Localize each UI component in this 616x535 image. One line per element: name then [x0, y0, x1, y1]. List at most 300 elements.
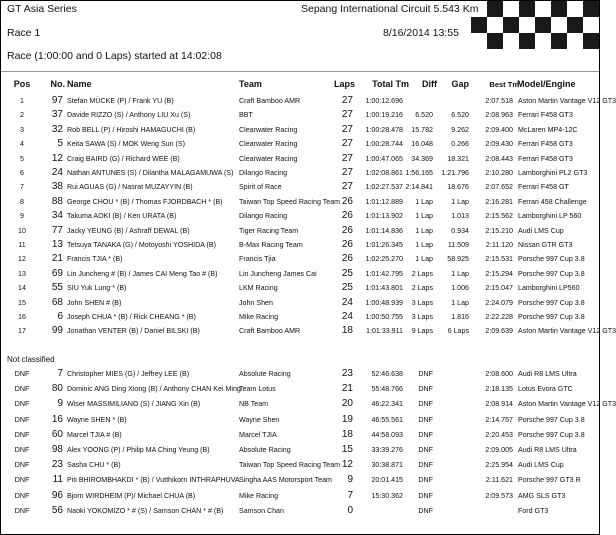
team-name-cell: BBT	[239, 111, 253, 120]
laps-cell: 26	[341, 210, 353, 222]
team-name-cell: Mike Racing	[239, 491, 279, 500]
pos-cell: 6	[20, 169, 24, 177]
best-time-cell: 2:11.120	[485, 241, 513, 249]
checkered-flag-graphic	[471, 1, 599, 49]
pos-cell: 4	[20, 140, 24, 149]
car-number-cell: 24	[51, 167, 63, 178]
model-engine-cell: Aston Martin Vantage V12 GT3	[518, 327, 616, 336]
gap-cell: 1.816	[451, 313, 469, 321]
car-number-cell: 32	[51, 123, 63, 135]
laps-cell: 26	[341, 253, 353, 265]
model-engine-cell: Aston Martin Vantage V12 GT3	[518, 97, 616, 105]
team-name-cell: Mike Racing	[239, 313, 279, 321]
best-time-cell: 2:15.562	[485, 212, 513, 221]
pos-cell: 17	[18, 327, 26, 336]
car-number-cell: 68	[51, 296, 63, 308]
driver-names-cell: Jonathan VENTER (B) / Daniel BILSKI (B)	[67, 327, 200, 336]
not-classified-row	[1, 474, 599, 487]
laps-cell: 27	[341, 152, 353, 164]
car-number-cell: 21	[51, 253, 63, 265]
driver-names-cell: George CHOU * (B) / Thomas FJORDBACH * (B)	[67, 197, 223, 206]
diff-cell: DNF	[418, 461, 433, 470]
gap-cell: 6 Laps	[447, 327, 469, 336]
team-name-cell: Samson Chan	[239, 506, 284, 515]
driver-names-cell: Davide RIZZO (S) / Anthony LIU Xu (S)	[67, 111, 191, 120]
total-time-cell: 15:30.362	[371, 491, 403, 500]
laps-cell: 24	[341, 296, 353, 308]
series-title: GT Asia Series	[7, 3, 77, 15]
total-time-cell: 1:01:12.889	[365, 197, 403, 206]
model-engine-cell: McLaren MP4-12C	[518, 125, 578, 134]
team-name-cell: Clearwater Racing	[239, 125, 298, 134]
pos-cell: DNF	[14, 506, 30, 515]
gap-cell: 1:21.796	[441, 169, 469, 177]
total-time-cell: 1:01:14.836	[365, 226, 403, 235]
team-name-cell: Singha AAS Motorsport Team	[239, 476, 332, 485]
circuit-name: Sepang International Circuit 5.543 Km	[301, 3, 479, 15]
model-engine-cell: Porsche 997 Cup 3.8	[518, 430, 585, 439]
classified-row	[1, 325, 616, 338]
car-number-cell: 23	[51, 459, 63, 471]
model-engine-cell: Porsche 997 Cup 3.8	[518, 298, 585, 307]
best-time-cell: 2:25.954	[485, 461, 513, 470]
pos-cell: DNF	[14, 385, 30, 394]
team-name-cell: Lin Juncheng James Cai	[239, 269, 317, 278]
car-number-cell: 7	[57, 368, 63, 379]
pos-cell: 10	[18, 226, 26, 235]
laps-cell: 0	[347, 504, 353, 516]
classified-row	[1, 167, 599, 180]
model-engine-cell: Porsche 997 Cup 3.8	[518, 415, 585, 424]
model-engine-cell: Lamborghini PL2 GT3	[518, 169, 588, 177]
best-time-cell: 2:09.639	[485, 327, 513, 336]
driver-names-cell: Rob BELL (P) / Hiroshi HAMAGUCHI (B)	[67, 125, 196, 134]
classified-row	[1, 181, 599, 194]
diff-cell: 1 Lap	[415, 197, 433, 206]
diff-cell: 2:14.841	[405, 183, 433, 192]
best-time-cell: 2:07.518	[485, 97, 513, 105]
gap-cell: 1.013	[451, 212, 469, 221]
pos-cell: 14	[18, 284, 26, 293]
not-classified-label: Not classified	[7, 355, 55, 364]
best-time-cell: 2:15.047	[485, 284, 513, 293]
best-time-cell: 2:09.005	[485, 446, 513, 454]
gap-cell: 18.676	[447, 183, 469, 192]
pos-cell: 1	[20, 97, 24, 105]
diff-cell: 16.048	[411, 140, 433, 149]
header-divider	[1, 71, 599, 72]
diff-cell: DNF	[418, 385, 433, 394]
car-number-cell: 38	[51, 181, 63, 193]
pos-cell: 3	[20, 125, 24, 134]
diff-cell: 3 Laps	[411, 298, 433, 307]
car-number-cell: 34	[51, 210, 63, 222]
driver-names-cell: Lin Juncheng # (B) / James CAI Meng Tao # (B)	[67, 269, 218, 278]
car-number-cell: 16	[51, 413, 63, 425]
best-time-cell: 2:15.294	[485, 269, 513, 278]
driver-names-cell: Sasha CHU * (B)	[67, 461, 121, 470]
car-number-cell: 60	[51, 428, 63, 440]
laps-cell: 25	[341, 282, 353, 294]
team-name-cell: B-Max Racing Team	[239, 241, 303, 249]
laps-cell: 12	[341, 459, 353, 471]
model-engine-cell: AMG SLS GT3	[518, 491, 566, 500]
team-name-cell: Francis Tjia	[239, 255, 276, 264]
total-time-cell: 52:46.638	[371, 370, 403, 378]
best-time-cell: 2:09.430	[485, 140, 513, 149]
best-time-cell: 2:09.573	[485, 491, 513, 500]
total-time-cell: 1:00:50.755	[365, 313, 403, 321]
model-engine-cell: Lamborghini LP560	[518, 284, 580, 293]
col-no: No.	[50, 79, 65, 89]
best-time-cell: 2:15.210	[485, 226, 513, 235]
laps-cell: 25	[341, 267, 353, 279]
model-engine-cell: Porsche 997 GT3 R	[518, 476, 581, 485]
model-engine-cell: Ferrari F458 GT3	[518, 111, 573, 120]
diff-cell: 3 Laps	[411, 313, 433, 321]
total-time-cell: 46:55.561	[371, 415, 403, 424]
car-number-cell: 55	[51, 282, 63, 294]
total-time-cell: 1:00:28.478	[365, 125, 403, 134]
laps-cell: 27	[341, 123, 353, 135]
model-engine-cell: Ford GT3	[518, 506, 549, 515]
team-name-cell: Craft Bamboo AMR	[239, 97, 301, 105]
classified-row	[1, 153, 599, 166]
race-status: Race (1:00:00 and 0 Laps) started at 14:02:08	[7, 50, 222, 62]
driver-names-cell: Jacky YEUNG (B) / Ashraff DEWAL (B)	[67, 226, 190, 235]
diff-cell: 15.782	[411, 125, 433, 134]
team-name-cell: LKM Racing	[239, 284, 278, 293]
car-number-cell: 9	[57, 398, 63, 410]
pos-cell: DNF	[14, 400, 30, 409]
car-number-cell: 6	[57, 311, 63, 322]
col-laps: Laps	[333, 79, 355, 89]
gap-cell: 0.266	[451, 140, 469, 149]
model-engine-cell: Audi R8 LMS Ultra	[518, 370, 577, 378]
laps-cell: 26	[341, 239, 353, 250]
car-number-cell: 77	[51, 224, 63, 236]
driver-names-cell: Tetsuya TANAKA (G) / Motoyoshi YOSHIDA (B)	[67, 241, 217, 249]
race-datetime: 8/16/2014 13:55	[383, 27, 459, 39]
laps-cell: 26	[341, 224, 353, 236]
total-time-cell: 1:00:19.216	[365, 111, 403, 120]
best-time-cell: 2:08.914	[485, 400, 513, 409]
pos-cell: DNF	[14, 491, 30, 500]
best-time-cell: 2:10.280	[485, 169, 513, 177]
total-time-cell: 1:01:42.795	[365, 269, 403, 278]
diff-cell: 34.369	[411, 154, 433, 163]
diff-cell: 1 Lap	[415, 212, 433, 221]
classified-row	[1, 297, 599, 310]
col-diff: Diff	[422, 79, 437, 89]
diff-cell: 2 Laps	[411, 269, 433, 278]
classified-row	[1, 196, 599, 209]
model-engine-cell: Nissan GTR GT3	[518, 241, 573, 249]
team-name-cell: NB Team	[239, 400, 269, 409]
car-number-cell: 12	[51, 152, 63, 164]
laps-cell: 21	[341, 383, 353, 395]
driver-names-cell: Keita SAWA (S) / MOK Weng Sun (S)	[67, 140, 186, 149]
team-name-cell: Absolute Racing	[239, 446, 291, 454]
best-time-cell: 2:08.963	[485, 111, 513, 120]
driver-names-cell: SIU Yuk Lung * (B)	[67, 284, 127, 293]
total-time-cell: 1:02:27.537	[365, 183, 403, 192]
driver-names-cell: Francis TJIA * (B)	[67, 255, 123, 264]
driver-names-cell: Wiser MASSIMILIANO (S) / JIANG Xin (B)	[67, 400, 201, 409]
team-name-cell: Absolute Racing	[239, 370, 291, 378]
gap-cell: 58.925	[447, 255, 469, 264]
total-time-cell: 1:00:47.065	[365, 154, 403, 163]
car-number-cell: 80	[51, 383, 63, 395]
team-name-cell: Dilango Racing	[239, 169, 288, 177]
model-engine-cell: Audi R8 LMS Ultra	[518, 446, 577, 454]
team-name-cell: Spirit of Race	[239, 183, 282, 192]
driver-names-cell: Joseph CHUA * (B) / Rick CHEANG * (B)	[67, 313, 196, 321]
laps-cell: 7	[347, 489, 353, 501]
laps-cell: 18	[341, 325, 353, 337]
not-classified-row	[1, 368, 599, 381]
laps-cell: 27	[341, 95, 353, 106]
total-time-cell: 55:48.766	[371, 385, 403, 394]
best-time-cell: 2:14.757	[485, 415, 513, 424]
gap-cell: 11.509	[447, 241, 469, 249]
best-time-cell: 2:16.281	[485, 197, 513, 206]
gap-cell: 9.262	[451, 125, 469, 134]
diff-cell: 9 Laps	[411, 327, 433, 336]
pos-cell: DNF	[14, 461, 30, 470]
total-time-cell: 1:00:12.696	[365, 97, 403, 105]
total-time-cell: 30:38.871	[371, 461, 403, 470]
car-number-cell: 37	[51, 109, 63, 121]
model-engine-cell: Porsche 997 Cup 3.8	[518, 313, 585, 321]
not-classified-row	[1, 459, 599, 472]
diff-cell: 1 Lap	[415, 226, 433, 235]
diff-cell: 2 Laps	[411, 284, 433, 293]
gap-cell: 1.006	[451, 284, 469, 293]
column-headers	[1, 79, 599, 93]
best-time-cell: 2:07.652	[485, 183, 513, 192]
team-name-cell: Taiwan Top Speed Racing Team	[239, 461, 341, 470]
driver-names-cell: Marcel TJIA # (B)	[67, 430, 122, 439]
col-best-time: Best Tm	[489, 80, 519, 89]
classified-row	[1, 210, 599, 223]
diff-cell: DNF	[418, 506, 433, 515]
gap-cell: 1 Lap	[451, 197, 469, 206]
total-time-cell: 33:39.276	[371, 446, 403, 454]
laps-cell: 18	[341, 428, 353, 440]
pos-cell: 8	[20, 197, 24, 206]
car-number-cell: 99	[51, 325, 63, 337]
model-engine-cell: Aston Martin Vantage V12 GT3	[518, 400, 616, 409]
pos-cell: 2	[20, 111, 24, 120]
diff-cell: DNF	[418, 430, 433, 439]
total-time-cell: 44:58.093	[371, 430, 403, 439]
col-total-time: Total Tm	[372, 79, 409, 89]
pos-cell: 12	[18, 255, 26, 264]
laps-cell: 15	[341, 444, 353, 455]
classified-row	[1, 239, 599, 252]
car-number-cell: 96	[51, 489, 63, 501]
total-time-cell: 1:02:08.861	[365, 169, 403, 177]
diff-cell: DNF	[418, 476, 433, 485]
car-number-cell: 97	[51, 95, 63, 106]
car-number-cell: 11	[52, 474, 63, 486]
col-model: Model/Engine	[517, 79, 576, 89]
team-name-cell: Wayne Shen	[239, 415, 280, 424]
team-name-cell: Team Lotus	[239, 385, 276, 394]
classified-row	[1, 311, 599, 324]
driver-names-cell: Piti BHIROMBHAKDI * (B) / Vutthikorn INTHRAPHUVA	[67, 476, 240, 485]
car-number-cell: 88	[51, 195, 63, 207]
pos-cell: 7	[20, 183, 24, 192]
team-name-cell: Taiwan Top Speed Racing Team	[239, 197, 341, 206]
best-time-cell: 2:18.135	[485, 385, 513, 394]
car-number-cell: 13	[51, 239, 63, 250]
laps-cell: 26	[341, 195, 353, 207]
laps-cell: 19	[341, 413, 353, 425]
pos-cell: DNF	[14, 415, 30, 424]
best-time-cell: 2:15.531	[485, 255, 513, 264]
pos-cell: 13	[18, 269, 26, 278]
best-time-cell: 2:22.228	[485, 313, 513, 321]
diff-cell: 1 Lap	[415, 255, 433, 264]
pos-cell: DNF	[14, 476, 30, 485]
best-time-cell: 2:08.443	[485, 154, 513, 163]
gap-cell: 18.321	[447, 154, 469, 163]
team-name-cell: John Shen	[239, 298, 273, 307]
model-engine-cell: Ferrari F458 GT3	[518, 140, 573, 149]
model-engine-cell: Ferrari 458 Challenge	[518, 197, 587, 206]
best-time-cell: 2:11.621	[485, 476, 513, 485]
total-time-cell: 1:00:48.939	[365, 298, 403, 307]
driver-names-cell: Stefan MÜCKE (P) / Frank YU (B)	[67, 97, 174, 105]
diff-cell: 6.520	[415, 111, 433, 120]
laps-cell: 27	[341, 138, 353, 150]
not-classified-row	[1, 490, 599, 503]
driver-names-cell: Dominic ANG Ding Xiong (B) / Anthony CHAN Kei Ming	[67, 385, 241, 394]
pos-cell: 16	[18, 313, 26, 321]
laps-cell: 23	[341, 368, 353, 379]
total-time-cell: 1:01:33.911	[366, 327, 403, 336]
classified-row	[1, 268, 599, 281]
diff-cell: DNF	[418, 446, 433, 454]
gap-cell: 1 Lap	[451, 269, 469, 278]
pos-cell: DNF	[14, 370, 30, 378]
classified-row	[1, 95, 616, 108]
diff-cell: DNF	[418, 400, 433, 409]
team-name-cell: Clearwater Racing	[239, 154, 298, 163]
best-time-cell: 2:24.079	[485, 298, 513, 307]
pos-cell: 5	[20, 154, 24, 163]
total-time-cell: 46:22.341	[371, 400, 403, 409]
not-classified-row	[1, 398, 616, 411]
col-gap: Gap	[451, 79, 469, 89]
team-name-cell: Marcel TJIA	[239, 430, 277, 439]
car-number-cell: 69	[51, 267, 63, 279]
diff-cell: DNF	[418, 491, 433, 500]
team-name-cell: Clearwater Racing	[239, 140, 298, 149]
laps-cell: 27	[341, 167, 353, 178]
not-classified-row	[1, 383, 599, 396]
best-time-cell: 2:08.600	[485, 370, 513, 378]
classified-row	[1, 124, 599, 137]
laps-cell: 24	[341, 311, 353, 322]
total-time-cell: 1:01:13.902	[365, 212, 403, 221]
classified-row	[1, 253, 599, 266]
total-time-cell: 1:02:25.270	[365, 255, 403, 264]
gap-cell: 1 Lap	[451, 298, 469, 307]
driver-names-cell: John SHEN # (B)	[67, 298, 122, 307]
car-number-cell: 98	[51, 444, 63, 455]
driver-names-cell: Bjorn WIRDHEIM (P)/ Michael CHUA (B)	[67, 491, 196, 500]
car-number-cell: 5	[57, 138, 63, 150]
team-name-cell: Dilango Racing	[239, 212, 288, 221]
not-classified-row	[1, 444, 599, 457]
driver-names-cell: Craig BAIRD (G) / Richard WEE (B)	[67, 154, 180, 163]
diff-cell: 1:56.165	[405, 169, 433, 177]
total-time-cell: 1:00:28.744	[365, 140, 403, 149]
model-engine-cell: Porsche 997 Cup 3.8	[518, 255, 585, 264]
model-engine-cell: Audi LMS Cup	[518, 226, 564, 235]
total-time-cell: 20:01.415	[371, 476, 403, 485]
col-team: Team	[239, 79, 262, 89]
total-time-cell: 1:01:26.345	[365, 241, 403, 249]
not-classified-row	[1, 429, 599, 442]
classified-row	[1, 282, 599, 295]
driver-names-cell: Wayne SHEN * (B)	[67, 415, 127, 424]
classified-row	[1, 225, 599, 238]
laps-cell: 27	[341, 181, 353, 193]
driver-names-cell: Nathan ANTUNES (S) / Dilantha MALAGAMUWA (S)	[67, 169, 234, 177]
model-engine-cell: Ferrari F458 GT3	[518, 154, 573, 163]
col-pos: Pos	[13, 79, 31, 89]
total-time-cell: 1:01:43.801	[365, 284, 403, 293]
driver-names-cell: Alex YOONG (P) / Philip MA Ching Yeung (B)	[67, 446, 210, 454]
model-engine-cell: Ferrari F458 GT	[518, 183, 569, 192]
pos-cell: 11	[18, 241, 26, 249]
gap-cell: 6.520	[451, 111, 469, 120]
driver-names-cell: Naoki YOKOMIZO * # (S) / Samson CHAN * # (B)	[67, 506, 224, 515]
race-name: Race 1	[7, 27, 41, 39]
diff-cell: DNF	[418, 370, 433, 378]
model-engine-cell: Audi LMS Cup	[518, 461, 564, 470]
car-number-cell: 56	[51, 504, 63, 516]
pos-cell: 9	[20, 212, 24, 221]
team-name-cell: Craft Bamboo AMR	[239, 327, 301, 336]
pos-cell: 15	[18, 298, 26, 307]
classified-row	[1, 109, 599, 122]
classified-row	[1, 138, 599, 151]
pos-cell: DNF	[14, 430, 30, 439]
diff-cell: DNF	[418, 415, 433, 424]
driver-names-cell: Rui AGUAS (G) / Nasrat MUZAYYIN (B)	[67, 183, 193, 192]
laps-cell: 27	[341, 109, 353, 121]
model-engine-cell: Lotus Evora GTC	[518, 385, 573, 394]
driver-names-cell: Christopher MIES (G) / Jeffrey LEE (B)	[67, 370, 190, 378]
model-engine-cell: Lamborghini LP 560	[518, 212, 582, 221]
best-time-cell: 2:09.400	[485, 125, 513, 134]
not-classified-row	[1, 414, 599, 427]
laps-cell: 9	[347, 474, 353, 486]
pos-cell: DNF	[14, 446, 30, 454]
col-name: Name	[67, 79, 92, 89]
laps-cell: 20	[341, 398, 353, 410]
diff-cell: 1 Lap	[415, 241, 433, 249]
driver-names-cell: Takuma AOKI (B) / Ken URATA (B)	[67, 212, 177, 221]
gap-cell: 0.934	[451, 226, 469, 235]
best-time-cell: 2:20.453	[485, 430, 513, 439]
team-name-cell: Tiger Racing Team	[239, 226, 299, 235]
